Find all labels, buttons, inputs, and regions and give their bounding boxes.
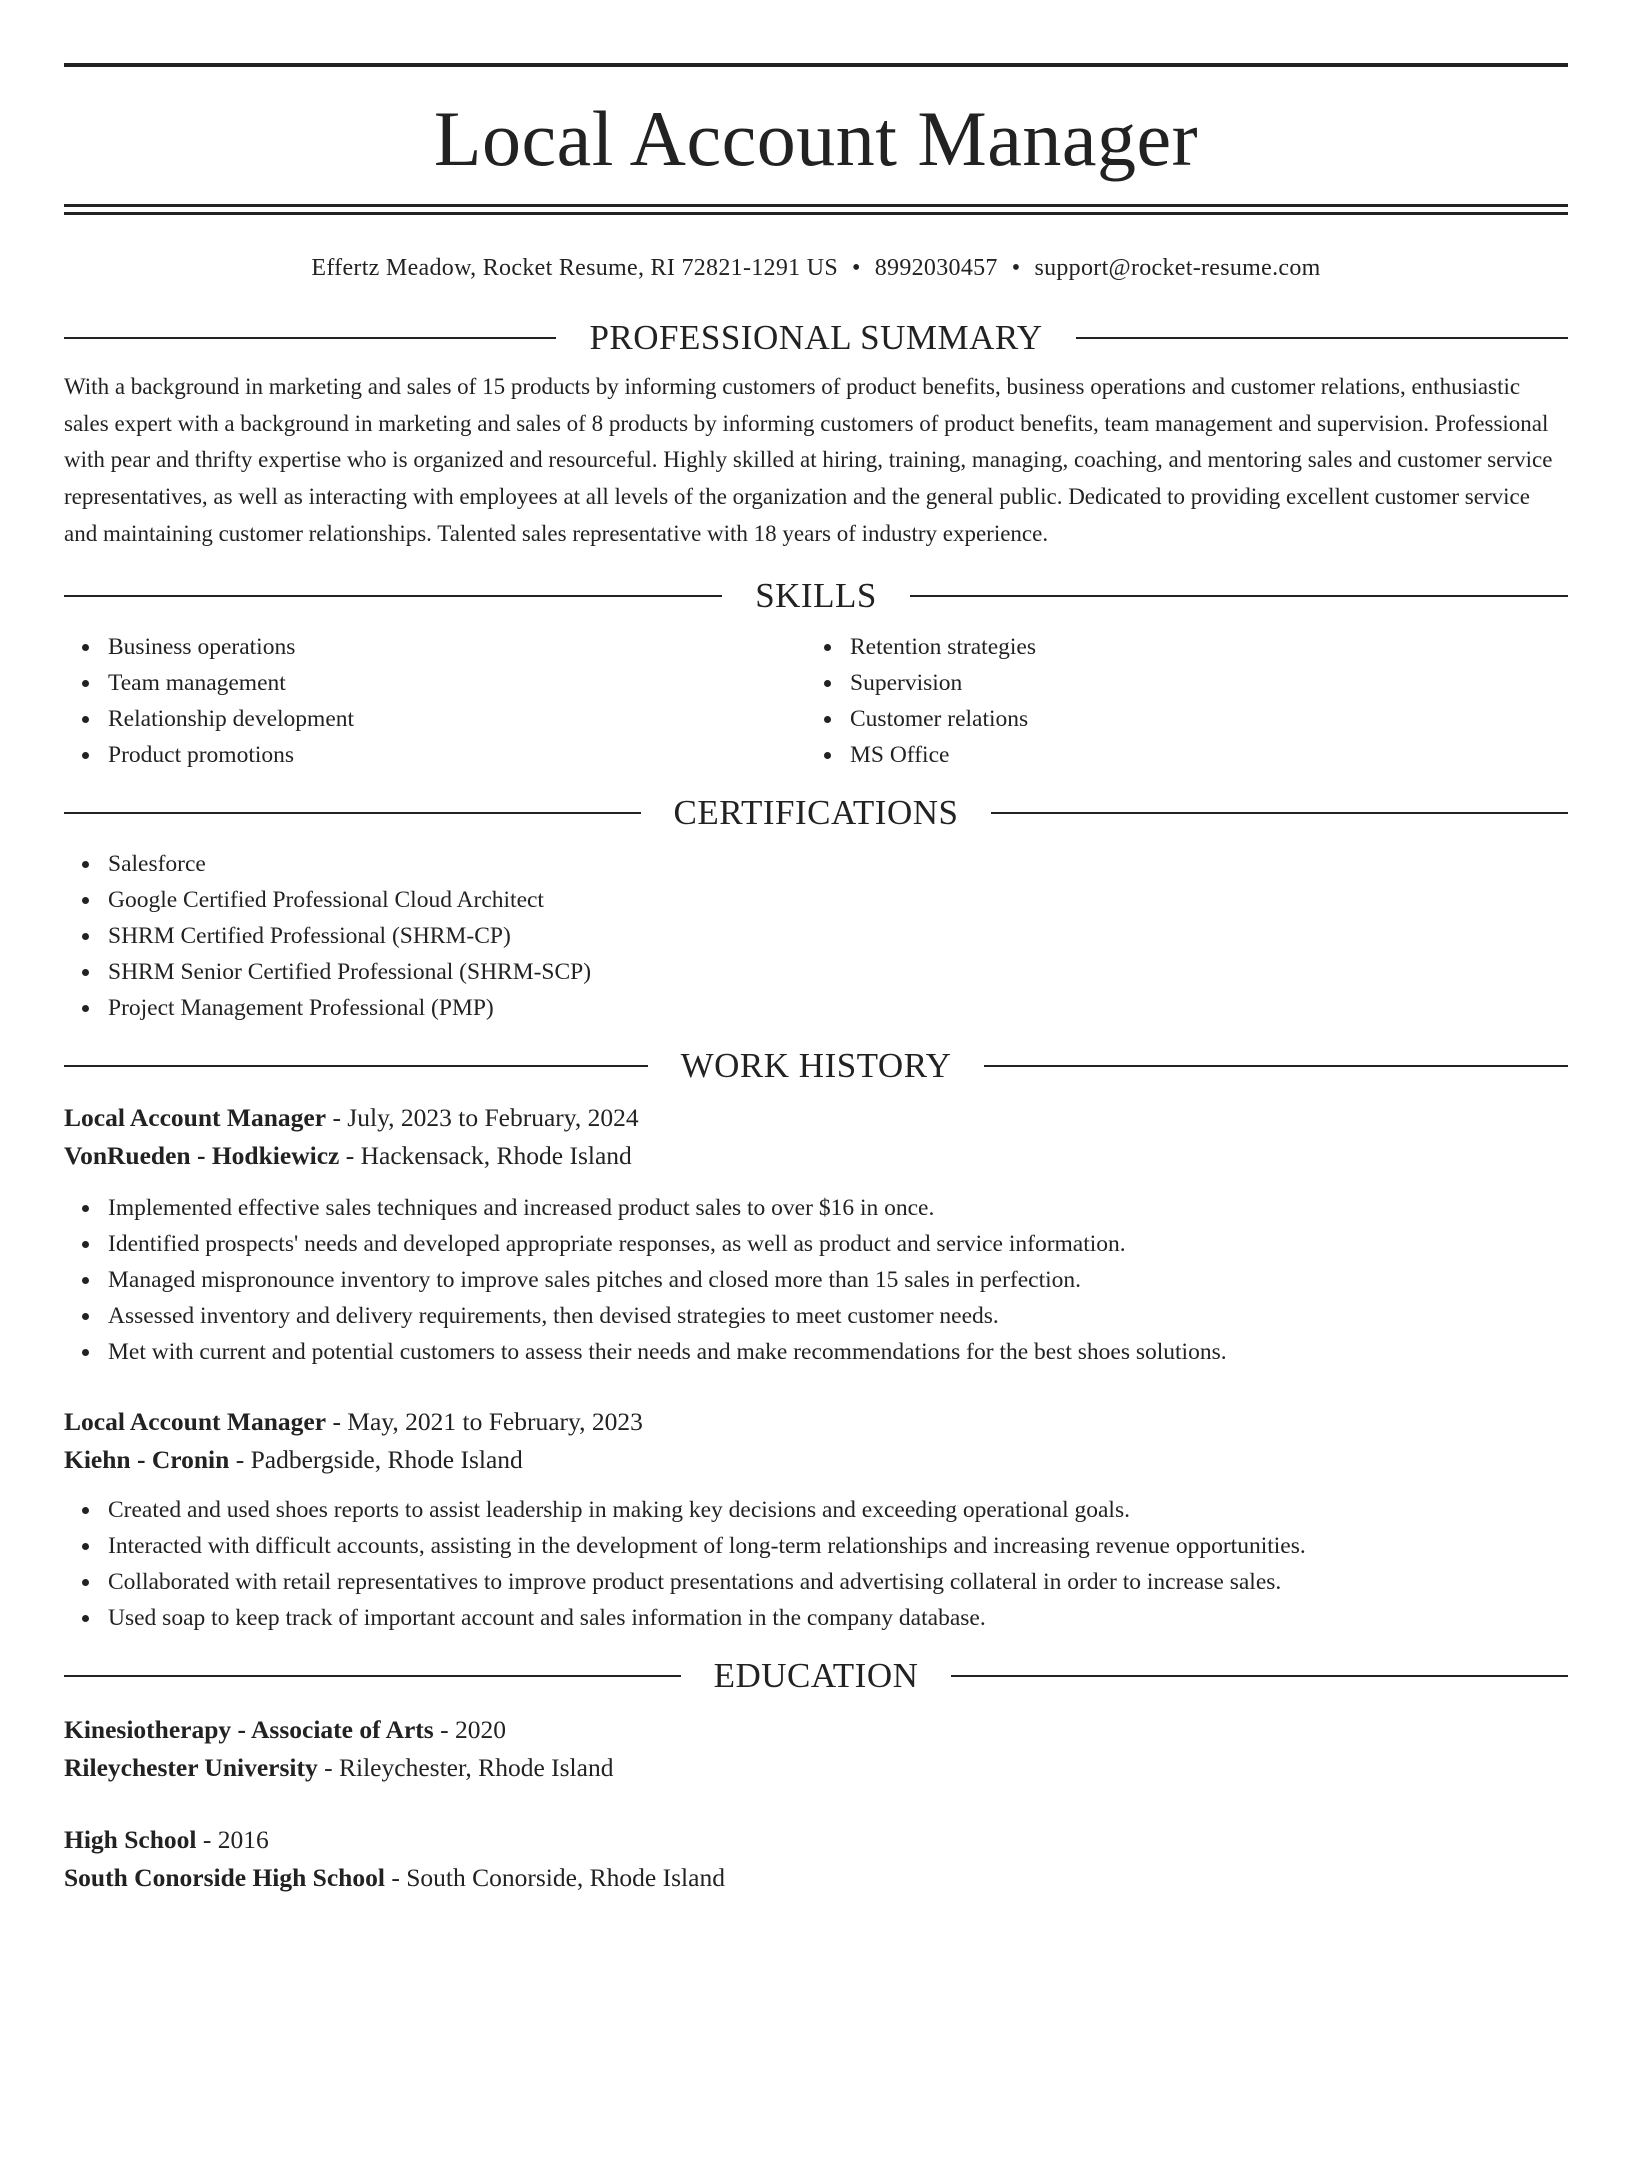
- work-history-heading: [64, 1046, 1568, 1086]
- skill-item: Product promotions: [108, 737, 806, 773]
- certifications-list: [64, 846, 1568, 1026]
- job-location: - Padbergside, Rhode Island: [229, 1444, 523, 1474]
- job-bullet: Interacted with difficult accounts, assisting in the development of long-term relationships and increasing revenue opportunities.: [108, 1528, 1568, 1564]
- education-heading: [64, 1656, 1568, 1696]
- certification-item: Project Management Professional (PMP): [108, 990, 1568, 1026]
- education-entry: [64, 1711, 1568, 1787]
- certification-item: Salesforce: [108, 846, 1568, 882]
- job-dates: - May, 2021 to February, 2023: [326, 1406, 643, 1436]
- education-degree: High School: [64, 1824, 197, 1854]
- resume-name: Local Account Manager: [433, 95, 1199, 182]
- education-year: - 2016: [196, 1824, 269, 1854]
- heading-rule: [64, 1065, 648, 1067]
- heading-rule: [991, 812, 1568, 814]
- job-entry: [64, 1099, 1568, 1370]
- certifications-heading: [64, 793, 1568, 833]
- job-bullet: Collaborated with retail representatives to improve product presentations and advertising collateral in order to increase sales.: [108, 1564, 1568, 1600]
- skill-item: Supervision: [850, 665, 1568, 701]
- job-bullets: [64, 1190, 1568, 1370]
- education-degree: Kinesiotherapy - Associate of Arts: [64, 1714, 434, 1744]
- job-bullet: Identified prospects' needs and developed appropriate responses, as well as product and service information.: [108, 1226, 1568, 1262]
- education-entry: [64, 1821, 1568, 1897]
- education-degree-line: [64, 1821, 1568, 1859]
- section-title: CERTIFICATIONS: [673, 792, 959, 832]
- heading-rule: [951, 1675, 1568, 1677]
- skills-left-column: [64, 629, 806, 773]
- job-title: Local Account Manager: [64, 1406, 327, 1436]
- resume-page: [0, 63, 1632, 2175]
- contact-separator: •: [852, 255, 861, 281]
- education-year: - 2020: [433, 1714, 506, 1744]
- job-location: - Hackensack, Rhode Island: [339, 1140, 632, 1170]
- job-bullet: Implemented effective sales techniques and increased product sales to over $16 in once.: [108, 1190, 1568, 1226]
- job-company-line: [64, 1137, 1568, 1175]
- skill-item: Business operations: [108, 629, 806, 665]
- education-degree-line: [64, 1711, 1568, 1749]
- heading-rule: [1076, 337, 1568, 339]
- certification-item: SHRM Senior Certified Professional (SHRM-SCP): [108, 954, 1568, 990]
- education-location: - Rileychester, Rhode Island: [317, 1752, 614, 1782]
- skills-grid: [64, 629, 1568, 773]
- job-bullet: Met with current and potential customers to assess their needs and make recommendations for the best shoes solutions.: [108, 1334, 1568, 1370]
- heading-rule: [64, 1675, 681, 1677]
- heading-rule: [910, 595, 1568, 597]
- education-school-line: [64, 1749, 1568, 1787]
- summary-text: With a background in marketing and sales of 15 products by informing customers of product benefits, business operations and customer relations, enthusiastic sales expert with a background in marketing and sales of 8 products by informing customers of product benefits, team management and supervision. Professional with pear and thrifty expertise who is organized and resourceful. Highly skilled at hiring, training, managing, coaching, and mentoring sales and customer service representatives, as well as interacting with employees at all levels of the organization and the general public. Dedicated to providing excellent customer service and maintaining customer relationships. Talented sales representative with 18 years of industry experience.: [64, 374, 1553, 546]
- heading-rule: [984, 1065, 1568, 1067]
- contact-email: support@rocket-resume.com: [1034, 255, 1321, 281]
- certification-item: SHRM Certified Professional (SHRM-CP): [108, 918, 1568, 954]
- skill-item: Team management: [108, 665, 806, 701]
- skills-heading: [64, 576, 1568, 616]
- job-entry: [64, 1403, 1568, 1636]
- section-title: PROFESSIONAL SUMMARY: [589, 318, 1043, 357]
- contact-line: [64, 251, 1568, 285]
- education-school-line: [64, 1859, 1568, 1897]
- job-bullet: Used soap to keep track of important account and sales information in the company database.: [108, 1600, 1568, 1636]
- job-company-line: [64, 1441, 1568, 1479]
- contact-address: Effertz Meadow, Rocket Resume, RI 72821-1291 US: [311, 255, 839, 281]
- skill-item: Relationship development: [108, 701, 806, 737]
- contact-separator: •: [1011, 255, 1021, 281]
- job-title: Local Account Manager: [64, 1102, 327, 1132]
- job-bullet: Created and used shoes reports to assist leadership in making key decisions and exceeding operational goals.: [108, 1492, 1568, 1528]
- double-rule: [64, 204, 1568, 215]
- job-title-line: [64, 1403, 1568, 1441]
- job-company: VonRueden - Hodkiewicz: [64, 1140, 340, 1170]
- section-title: SKILLS: [755, 575, 877, 615]
- section-title: WORK HISTORY: [680, 1045, 952, 1085]
- certification-item: Google Certified Professional Cloud Architect: [108, 882, 1568, 918]
- education-school: South Conorside High School: [64, 1862, 385, 1892]
- top-rule: [64, 63, 1568, 67]
- section-title: EDUCATION: [713, 1655, 919, 1695]
- heading-rule: [64, 812, 641, 814]
- job-title-line: [64, 1099, 1568, 1137]
- skills-right-column: [806, 629, 1568, 773]
- skill-item: Retention strategies: [850, 629, 1568, 665]
- heading-rule: [64, 337, 556, 339]
- contact-phone: 8992030457: [874, 255, 998, 281]
- skill-item: Customer relations: [850, 701, 1568, 737]
- skill-item: MS Office: [850, 737, 1568, 773]
- job-bullets: [64, 1492, 1568, 1636]
- job-bullet: Managed mispronounce inventory to improve sales pitches and closed more than 15 sales in perfection.: [108, 1262, 1568, 1298]
- education-school: Rileychester University: [64, 1752, 318, 1782]
- heading-rule: [64, 595, 722, 597]
- education-location: - South Conorside, Rhode Island: [384, 1862, 725, 1892]
- job-bullet: Assessed inventory and delivery requirements, then devised strategies to meet customer needs.: [108, 1298, 1568, 1334]
- job-company: Kiehn - Cronin: [64, 1444, 230, 1474]
- job-dates: - July, 2023 to February, 2024: [326, 1102, 639, 1132]
- summary-heading: [64, 318, 1568, 358]
